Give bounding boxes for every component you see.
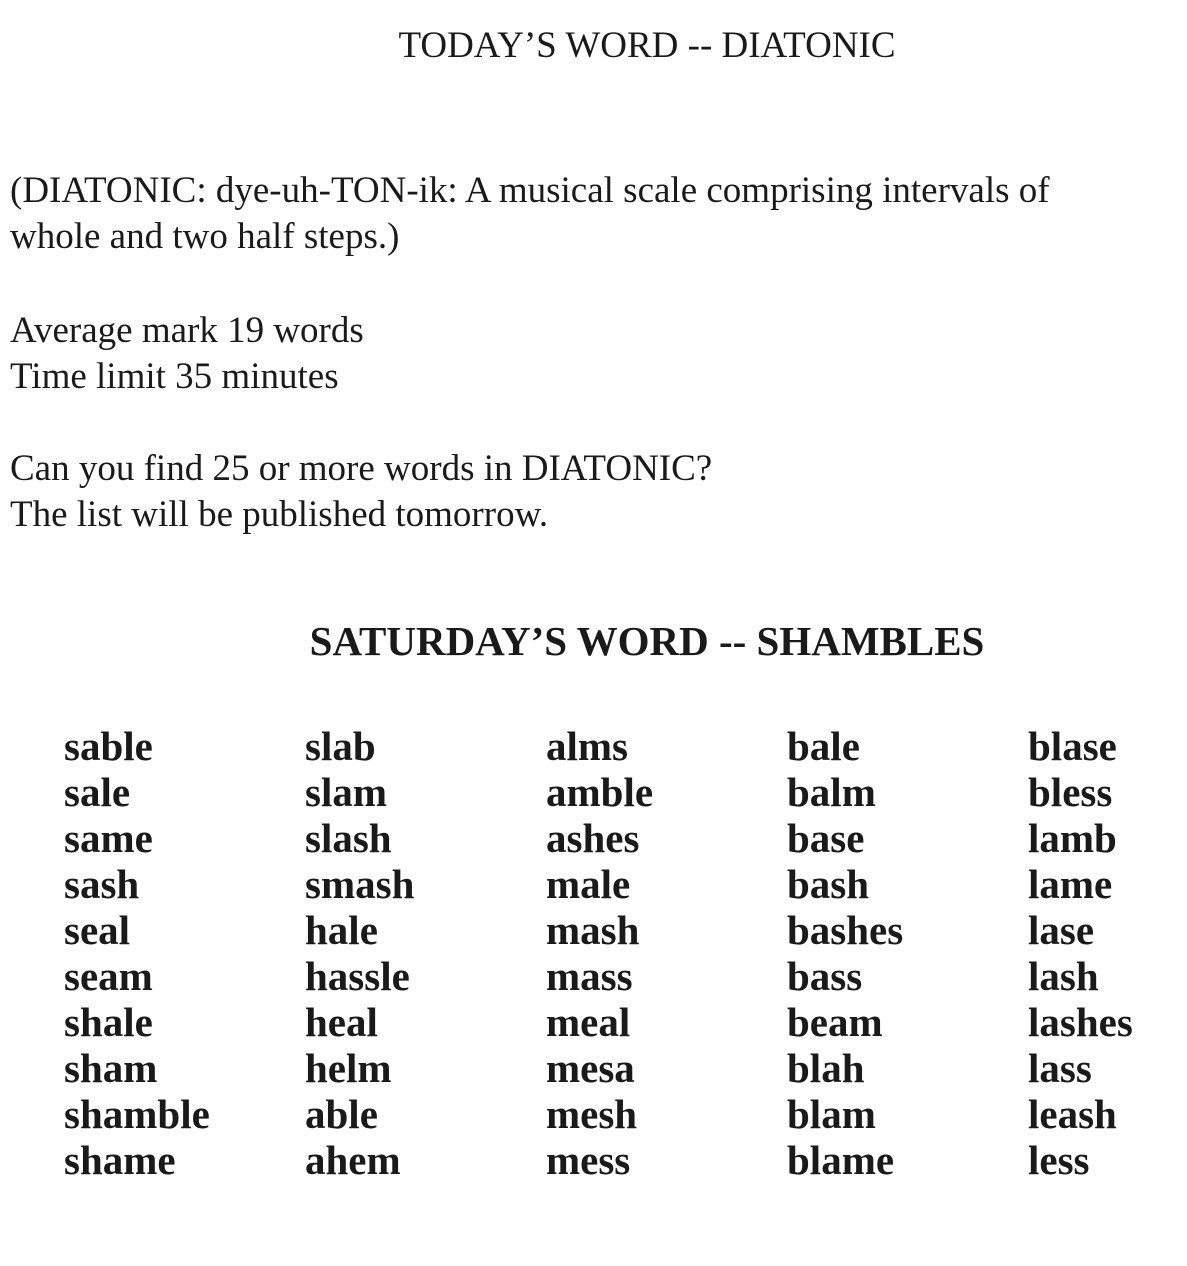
list-item: sham bbox=[64, 1045, 158, 1091]
list-item: bless bbox=[1028, 769, 1113, 815]
list-item: base bbox=[787, 815, 865, 861]
list-item: heal bbox=[305, 999, 378, 1045]
list-item: blam bbox=[787, 1091, 876, 1137]
list-item: mesh bbox=[546, 1091, 638, 1137]
list-item: beam bbox=[787, 999, 883, 1045]
list-item: smash bbox=[305, 861, 415, 907]
list-item: shamble bbox=[64, 1091, 210, 1137]
list-item: mess bbox=[546, 1137, 631, 1183]
list-item: sash bbox=[64, 861, 140, 907]
list-item: mash bbox=[546, 907, 640, 953]
list-item: blame bbox=[787, 1137, 895, 1183]
list-item: sale bbox=[64, 769, 131, 815]
today-word-title: TODAY’S WORD -- DIATONIC bbox=[398, 25, 896, 66]
saturday-word-title: SATURDAY’S WORD -- SHAMBLES bbox=[309, 618, 985, 664]
list-item: lame bbox=[1028, 861, 1113, 907]
list-item: lashes bbox=[1028, 999, 1133, 1045]
average-mark: Average mark 19 words bbox=[10, 310, 364, 351]
list-item: male bbox=[546, 861, 631, 907]
list-item: bash bbox=[787, 861, 870, 907]
list-item: able bbox=[305, 1091, 378, 1137]
list-item: bale bbox=[787, 723, 860, 769]
list-item: alms bbox=[546, 723, 628, 769]
list-item: lase bbox=[1028, 907, 1095, 953]
list-item: blase bbox=[1028, 723, 1117, 769]
list-item: seal bbox=[64, 907, 131, 953]
list-item: hassle bbox=[305, 953, 410, 999]
list-item: ashes bbox=[546, 815, 640, 861]
list-item: blah bbox=[787, 1045, 865, 1091]
list-item: amble bbox=[546, 769, 654, 815]
list-item: sable bbox=[64, 723, 153, 769]
list-item: lass bbox=[1028, 1045, 1092, 1091]
list-item: balm bbox=[787, 769, 876, 815]
list-item: hale bbox=[305, 907, 378, 953]
challenge-question: Can you find 25 or more words in DIATONIC? bbox=[10, 448, 713, 489]
list-item: bashes bbox=[787, 907, 904, 953]
challenge bbox=[10, 446, 712, 538]
list-item: mass bbox=[546, 953, 633, 999]
list-item: mesa bbox=[546, 1045, 635, 1091]
list-item: shale bbox=[64, 999, 153, 1045]
word-column-2 bbox=[305, 723, 414, 1183]
list-item: same bbox=[64, 815, 153, 861]
word-column-4 bbox=[787, 723, 903, 1183]
list-item: meal bbox=[546, 999, 631, 1045]
word-column-5 bbox=[1028, 723, 1133, 1183]
time-limit: Time limit 35 minutes bbox=[10, 356, 339, 397]
definition-line-1: (DIATONIC: dye-uh-TON-ik: A musical scale comprising intervals of bbox=[10, 170, 1050, 211]
list-item: helm bbox=[305, 1045, 392, 1091]
definition bbox=[10, 168, 1187, 260]
list-item: bass bbox=[787, 953, 863, 999]
list-item: ahem bbox=[305, 1137, 401, 1183]
list-item: slab bbox=[305, 723, 376, 769]
list-item: leash bbox=[1028, 1091, 1117, 1137]
list-item: seam bbox=[64, 953, 153, 999]
list-item: lamb bbox=[1028, 815, 1117, 861]
definition-line-2: whole and two half steps.) bbox=[10, 216, 400, 257]
list-item: slam bbox=[305, 769, 387, 815]
list-item: less bbox=[1028, 1137, 1090, 1183]
list-item: shame bbox=[64, 1137, 176, 1183]
stats bbox=[10, 308, 364, 400]
publish-note: The list will be published tomorrow. bbox=[10, 494, 549, 535]
list-item: slash bbox=[305, 815, 392, 861]
word-column-1 bbox=[64, 723, 210, 1183]
list-item: lash bbox=[1028, 953, 1099, 999]
word-column-3 bbox=[546, 723, 653, 1183]
